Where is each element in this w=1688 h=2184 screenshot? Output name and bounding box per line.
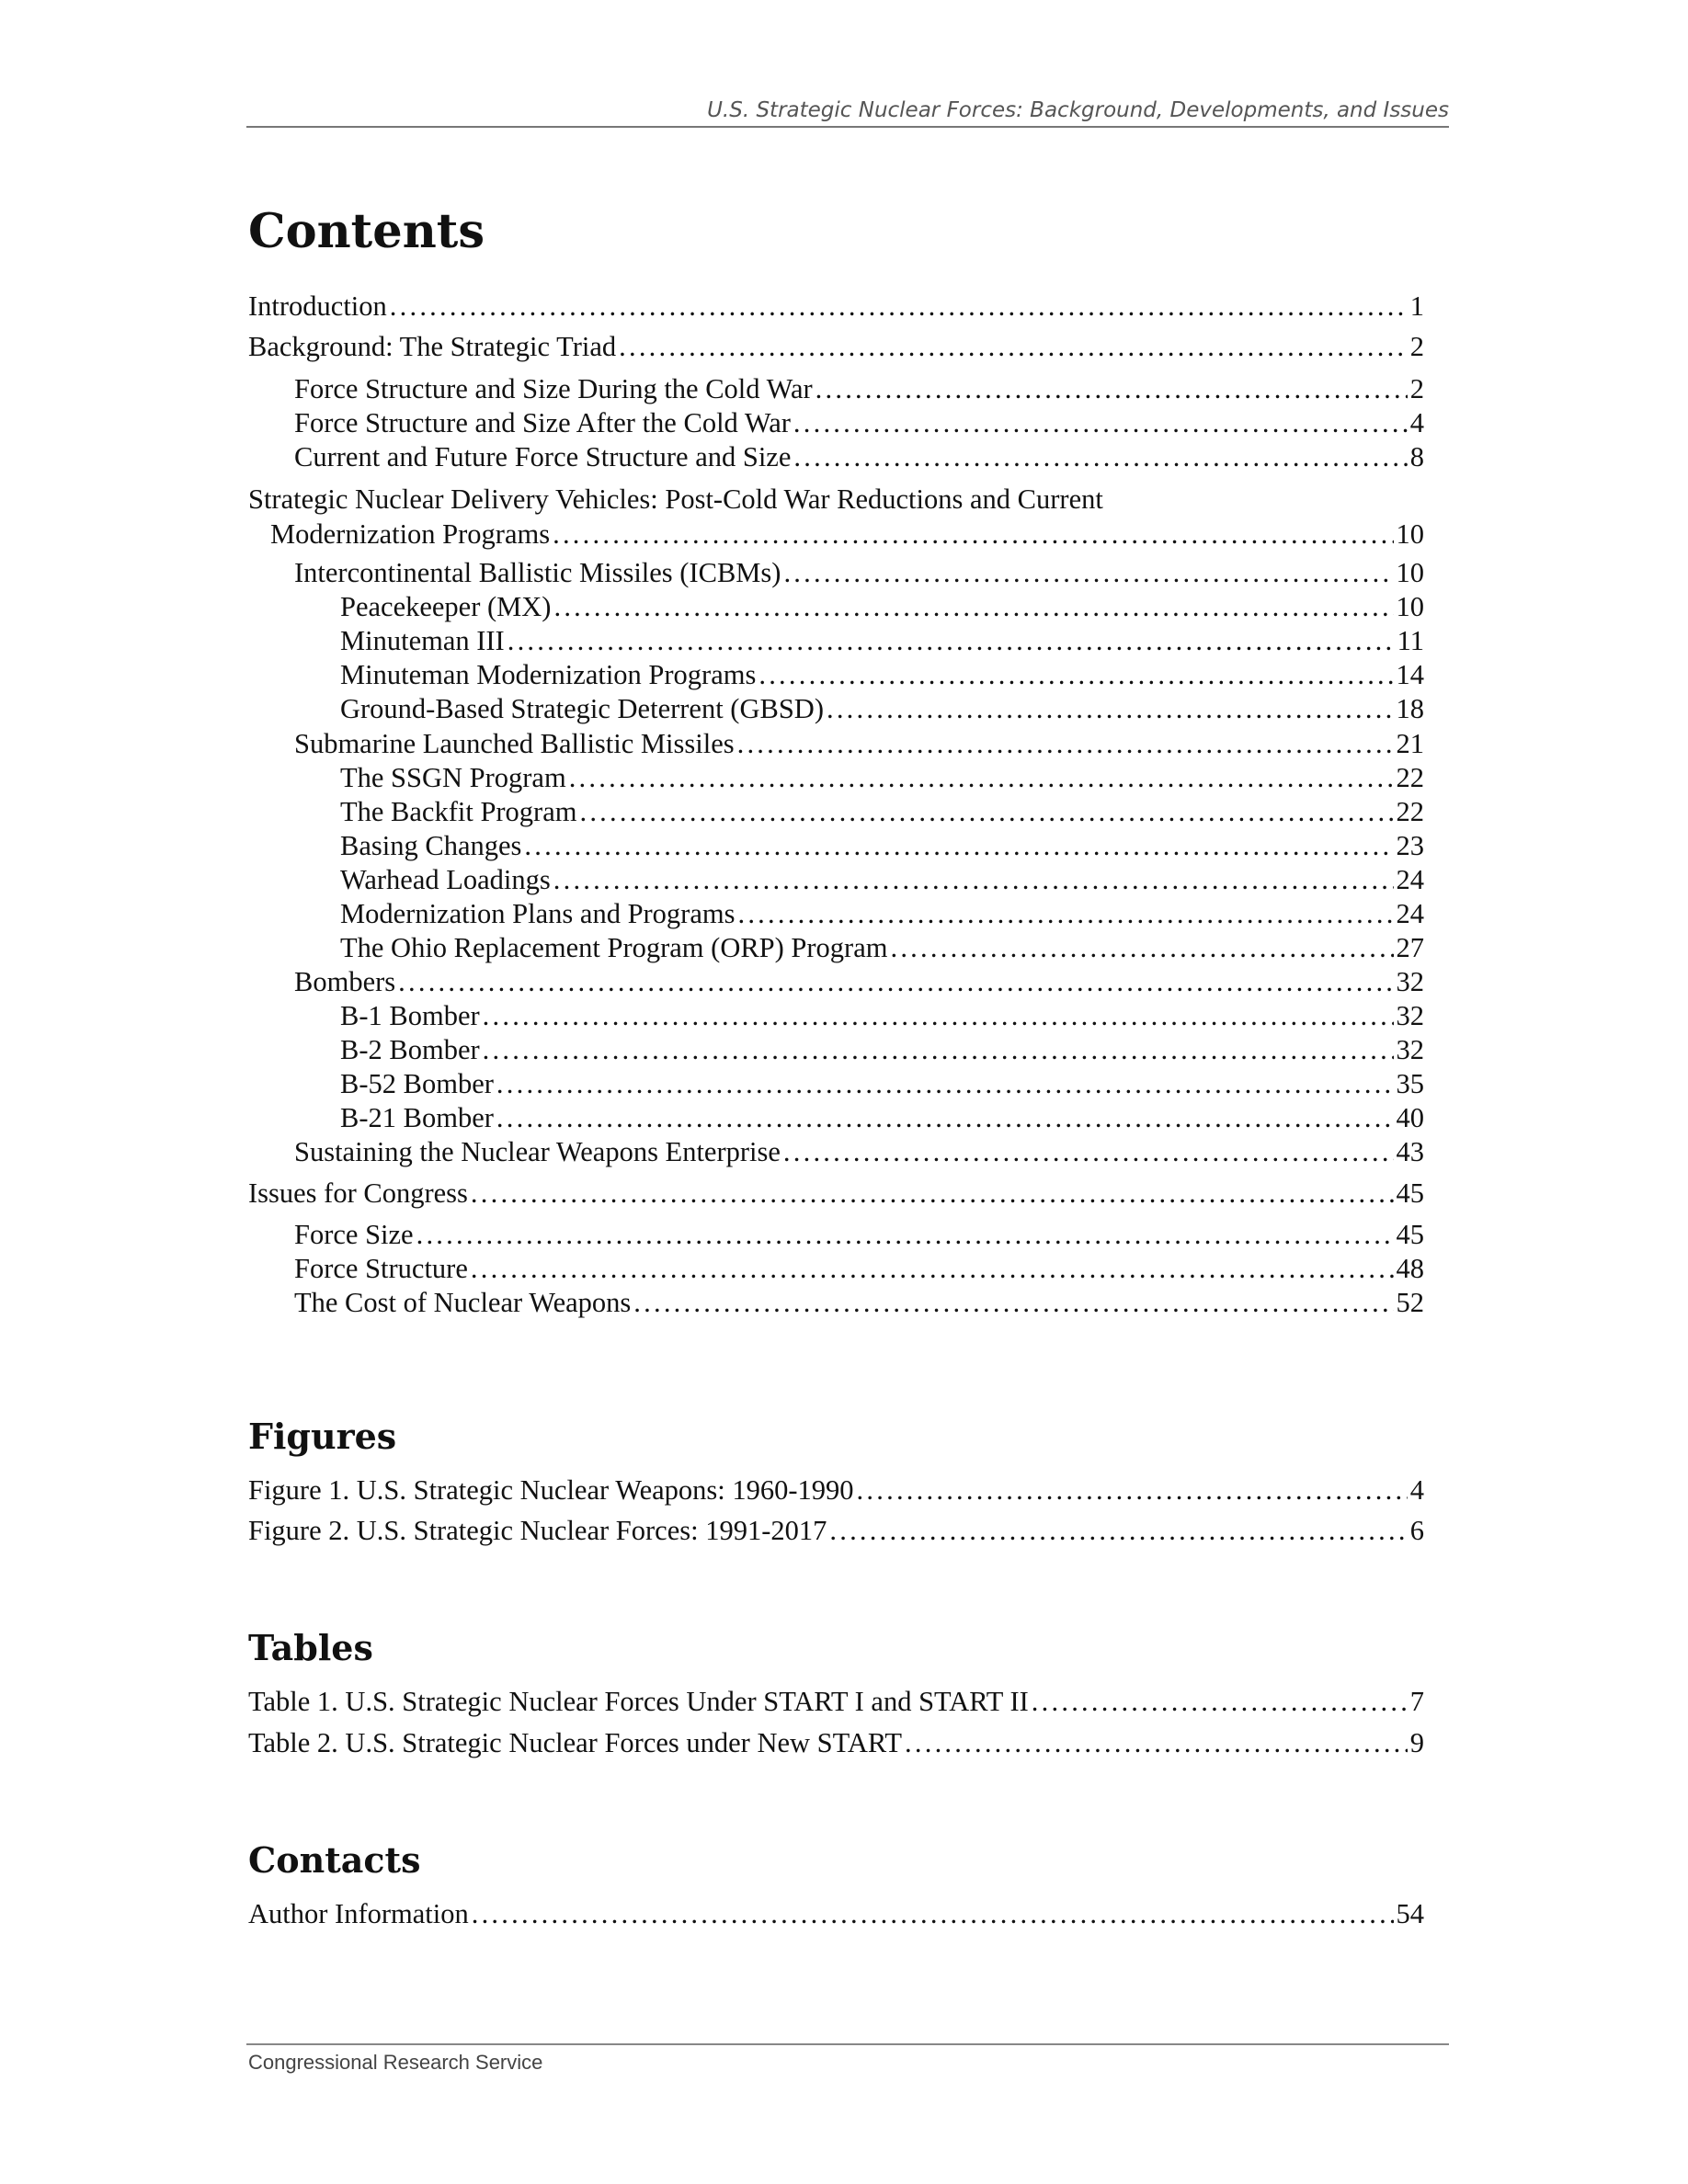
toc-entry[interactable] (294, 439, 1424, 474)
toc-entry-page: 8 (1409, 441, 1424, 472)
toc-entry[interactable] (248, 1176, 1424, 1211)
toc-entry[interactable] (340, 862, 1424, 897)
toc-entry-page: 40 (1396, 1102, 1424, 1133)
toc-entry-title: Bombers (294, 966, 396, 997)
toc-entry-title: Force Structure and Size After the Cold War (294, 407, 791, 438)
toc-entry-title: Minuteman III (340, 625, 505, 656)
toc-entry[interactable] (248, 329, 1424, 364)
toc-entry-page: 2 (1409, 331, 1424, 362)
contact-entry-title: Author Information (248, 1898, 469, 1929)
toc-entry-title: Force Structure and Size During the Cold War (294, 373, 813, 404)
toc-entry-title: Force Structure (294, 1253, 468, 1284)
toc-entry[interactable] (294, 371, 1424, 406)
header-rule (246, 126, 1449, 128)
toc-entry-title: Issues for Congress (248, 1177, 468, 1209)
toc-entry-title: Peacekeeper (MX) (340, 591, 552, 622)
toc-entry[interactable] (340, 828, 1424, 863)
toc-entry-page: 23 (1396, 830, 1424, 861)
dot-leader (633, 1285, 1393, 1320)
dot-leader (737, 726, 1394, 761)
dot-leader (890, 930, 1393, 965)
toc-entry[interactable] (294, 1134, 1424, 1169)
toc-entry-title: Modernization Plans and Programs (340, 898, 736, 929)
toc-entry-page: 52 (1396, 1287, 1424, 1318)
toc-entry-page: 21 (1396, 728, 1424, 759)
toc-entry[interactable] (340, 1100, 1424, 1135)
toc-entry-page: 22 (1396, 762, 1424, 793)
dot-leader (390, 289, 1408, 324)
toc-entry[interactable] (340, 1032, 1424, 1067)
toc-entry-page: 45 (1396, 1219, 1424, 1250)
toc-entry-title: B-21 Bomber (340, 1102, 494, 1133)
figure-entry-page: 6 (1409, 1515, 1424, 1546)
toc-entry-page: 18 (1396, 693, 1424, 724)
dot-leader (524, 828, 1393, 863)
table-entry-page: 9 (1409, 1727, 1424, 1758)
toc-entry[interactable] (340, 589, 1424, 624)
table-entry-title: Table 1. U.S. Strategic Nuclear Forces Under START I and START II (248, 1686, 1029, 1717)
toc-entry[interactable] (294, 1217, 1424, 1252)
toc-entry[interactable] (340, 930, 1424, 965)
toc-entry-page: 2 (1409, 373, 1424, 404)
toc-entry-page: 32 (1396, 1000, 1424, 1031)
dot-leader (793, 405, 1408, 440)
figure-entry[interactable] (248, 1473, 1424, 1507)
toc-entry[interactable] (294, 1251, 1424, 1286)
dot-leader (857, 1473, 1408, 1507)
dot-leader (471, 1176, 1394, 1211)
dot-leader (827, 691, 1394, 726)
table-entry-title: Table 2. U.S. Strategic Nuclear Forces under New START (248, 1727, 903, 1758)
dot-leader (508, 623, 1395, 658)
toc-entry-page: 10 (1396, 557, 1424, 588)
figure-entry-title: Figure 2. U.S. Strategic Nuclear Forces: 1991-2017 (248, 1515, 827, 1546)
toc-entry-page: 45 (1396, 1177, 1424, 1209)
contacts-heading: Contacts (248, 1839, 421, 1881)
figures-heading: Figures (248, 1416, 397, 1457)
toc-entry-title: Basing Changes (340, 830, 522, 861)
toc-entry[interactable] (294, 555, 1424, 590)
toc-entry[interactable] (340, 760, 1424, 795)
figure-entry-page: 4 (1409, 1474, 1424, 1506)
dot-leader (829, 1513, 1407, 1548)
dot-leader (496, 1100, 1394, 1135)
table-entry-page: 7 (1409, 1686, 1424, 1717)
toc-entry-page: 11 (1397, 625, 1424, 656)
toc-entry-page: 10 (1396, 518, 1424, 550)
toc-entry-title: The SSGN Program (340, 762, 566, 793)
toc-entry-title: The Ohio Replacement Program (ORP) Program (340, 932, 888, 963)
dot-leader (783, 555, 1393, 590)
dot-leader (569, 760, 1394, 795)
dot-leader (579, 794, 1393, 829)
toc-entry-page: 32 (1396, 1034, 1424, 1065)
toc-entry-page: 14 (1396, 659, 1424, 690)
footer-rule (246, 2043, 1449, 2045)
toc-entry-title: Background: The Strategic Triad (248, 331, 617, 362)
toc-entry[interactable] (294, 1285, 1424, 1320)
table-entry[interactable] (248, 1684, 1424, 1719)
figure-entry-title: Figure 1. U.S. Strategic Nuclear Weapons: 1960-1990 (248, 1474, 854, 1506)
footer-text: Congressional Research Service (248, 2051, 543, 2074)
dot-leader (471, 1251, 1394, 1286)
toc-entry-page: 22 (1396, 796, 1424, 827)
toc-entry-page: 27 (1396, 932, 1424, 963)
toc-entry-title: Current and Future Force Structure and Size (294, 441, 792, 472)
toc-entry-title: B-1 Bomber (340, 1000, 480, 1031)
toc-entry[interactable] (340, 896, 1424, 931)
toc-entry-title: Modernization Programs (270, 518, 551, 550)
toc-entry-page: 4 (1409, 407, 1424, 438)
toc-entry[interactable] (340, 1066, 1424, 1101)
toc-entry[interactable] (340, 657, 1424, 692)
toc-entry-title: Warhead Loadings (340, 864, 551, 895)
dot-leader (783, 1134, 1394, 1169)
toc-entry-title: Submarine Launched Ballistic Missiles (294, 728, 735, 759)
dot-leader (483, 1032, 1394, 1067)
dot-leader (737, 896, 1393, 931)
toc-entry[interactable] (340, 998, 1424, 1033)
toc-entry[interactable] (340, 794, 1424, 829)
toc-entry[interactable] (294, 726, 1424, 761)
toc-entry-title: Minuteman Modernization Programs (340, 659, 757, 690)
toc-entry[interactable] (340, 623, 1424, 658)
toc-entry-page: 32 (1396, 966, 1424, 997)
contents-heading: Contents (248, 204, 485, 259)
dot-leader (553, 589, 1393, 624)
toc-entry-title: Force Size (294, 1219, 414, 1250)
toc-entry[interactable] (294, 405, 1424, 440)
toc-entry-page: 24 (1396, 898, 1424, 929)
toc-entry-title: The Cost of Nuclear Weapons (294, 1287, 632, 1318)
toc-entry[interactable] (248, 289, 1424, 324)
dot-leader (1032, 1684, 1408, 1719)
toc-entry-title: B-2 Bomber (340, 1034, 480, 1065)
toc-entry-title: The Backfit Program (340, 796, 577, 827)
toc-entry-title: Ground-Based Strategic Deterrent (GBSD) (340, 693, 824, 724)
contact-entry-page: 54 (1396, 1898, 1424, 1929)
dot-leader (416, 1217, 1394, 1252)
dot-leader (398, 964, 1393, 999)
dot-leader (619, 329, 1408, 364)
toc-entry-page: 48 (1396, 1253, 1424, 1284)
toc-entry[interactable] (270, 517, 1424, 552)
toc-wrapped-first-line: Strategic Nuclear Delivery Vehicles: Post-Cold War Reductions and Current (248, 483, 1103, 515)
dot-leader (815, 371, 1408, 406)
dot-leader (553, 517, 1393, 552)
toc-entry-page: 35 (1396, 1068, 1424, 1099)
toc-entry-page: 10 (1396, 591, 1424, 622)
toc-entry[interactable] (340, 691, 1424, 726)
toc-entry-title: Sustaining the Nuclear Weapons Enterprise (294, 1136, 781, 1167)
toc-entry-title: B-52 Bomber (340, 1068, 494, 1099)
figure-entry[interactable] (248, 1513, 1424, 1548)
tables-heading: Tables (248, 1627, 373, 1668)
table-entry[interactable] (248, 1725, 1424, 1760)
dot-leader (793, 439, 1407, 474)
running-header: U.S. Strategic Nuclear Forces: Background, Developments, and Issues (707, 98, 1449, 122)
toc-entry[interactable] (294, 964, 1424, 999)
toc-entry-title: Intercontinental Ballistic Missiles (ICBMs) (294, 557, 781, 588)
contact-entry[interactable] (248, 1896, 1424, 1931)
toc-entry-page: 43 (1396, 1136, 1424, 1167)
toc-entry-page: 24 (1396, 864, 1424, 895)
dot-leader (553, 862, 1394, 897)
dot-leader (496, 1066, 1394, 1101)
dot-leader (758, 657, 1393, 692)
dot-leader (472, 1896, 1394, 1931)
toc-entry-page: 1 (1409, 290, 1424, 322)
dot-leader (483, 998, 1394, 1033)
toc-entry-title: Introduction (248, 290, 387, 322)
dot-leader (905, 1725, 1408, 1760)
